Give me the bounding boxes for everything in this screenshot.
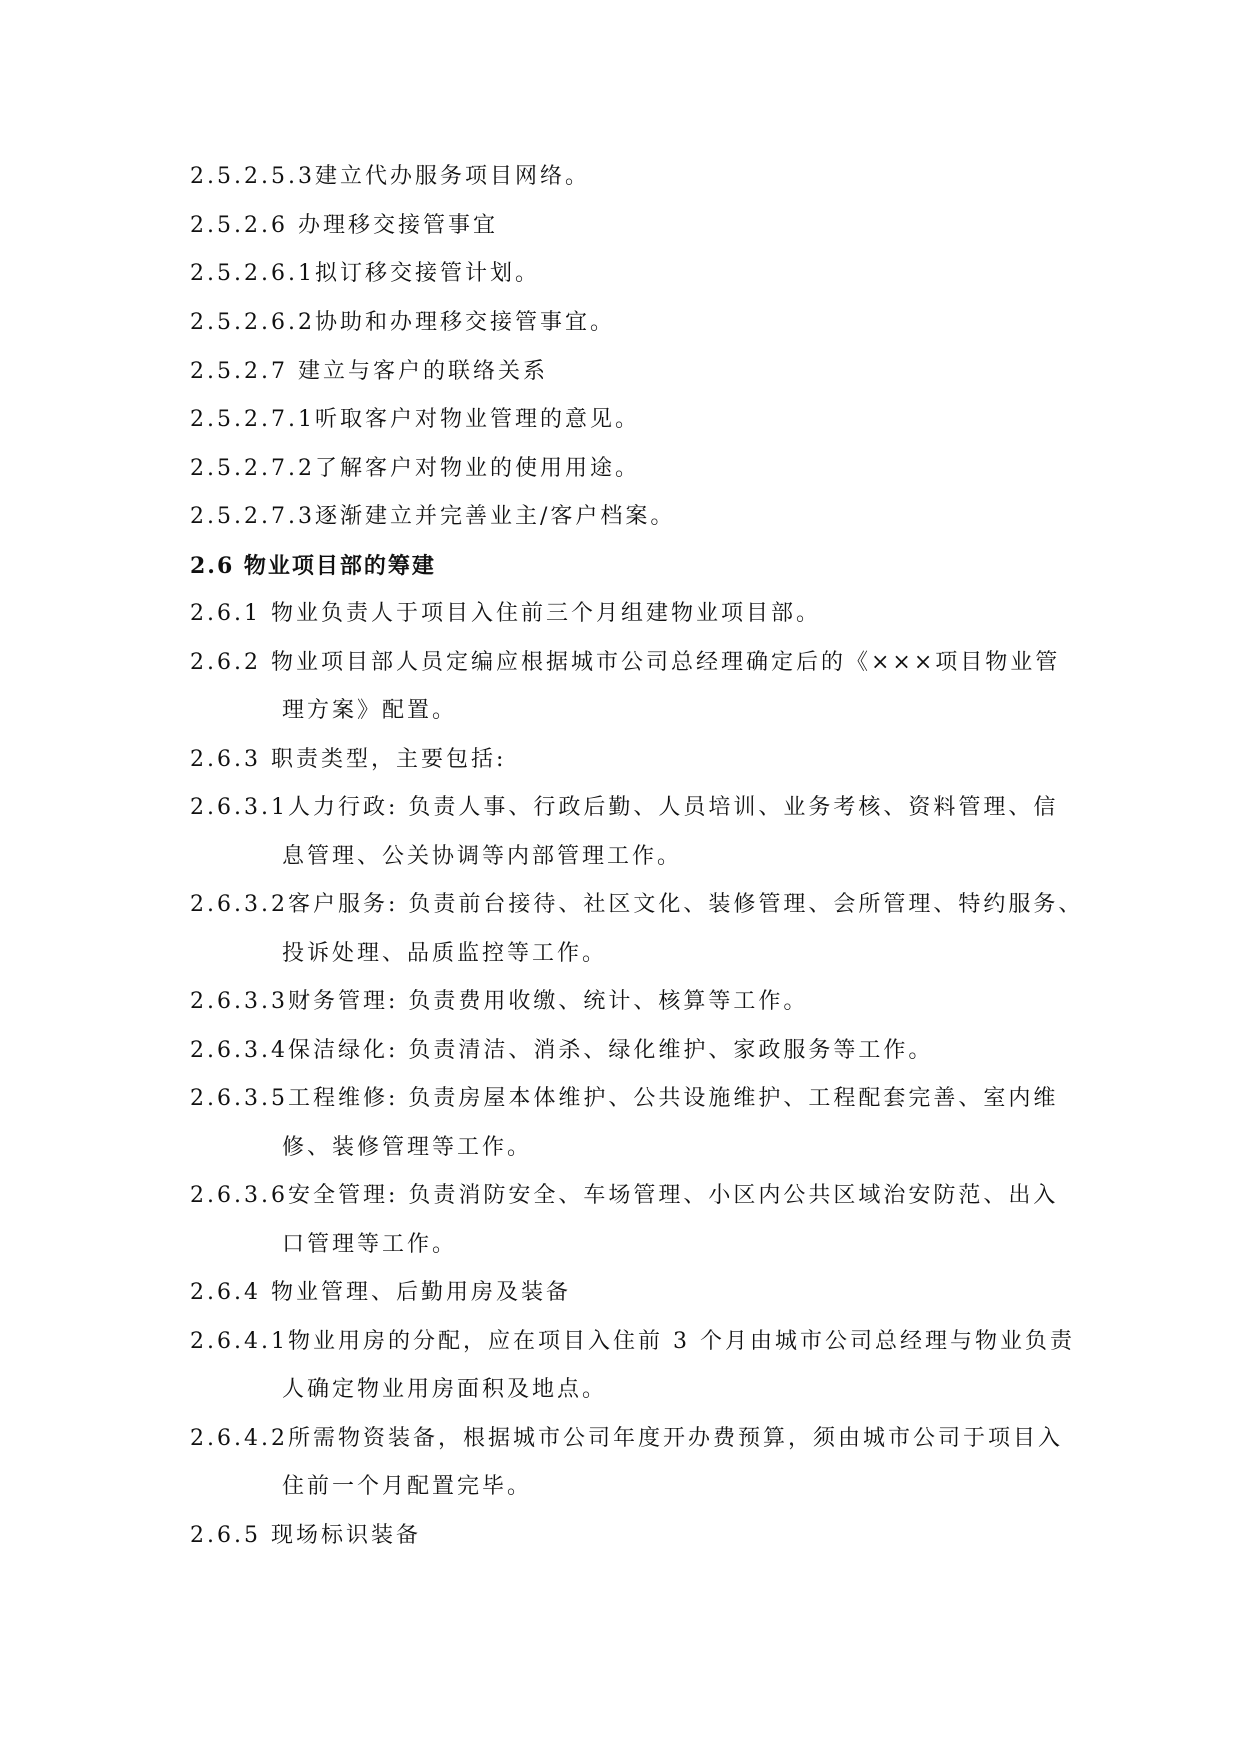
item-2-6-4-1: 2.6.4.1物业用房的分配，应在项目入住前 3 个月由城市公司总经理与物业负责 [190,1329,1075,1354]
item-2-6-3-2-continuation: 投诉处理、品质监控等工作。 [282,941,608,966]
item-2-6-2: 2.6.2 物业项目部人员定编应根据城市公司总经理确定后的《×××项目物业管 [190,650,1061,675]
item-2-6-2-continuation: 理方案》配置。 [282,698,458,723]
item-2-6-4-2-continuation: 住前一个月配置完毕。 [282,1474,533,1499]
item-2-5-2-7-3: 2.5.2.7.3逐渐建立并完善业主/客户档案。 [190,504,676,529]
item-2-6-3-3: 2.6.3.3财务管理: 负责费用收缴、统计、核算等工作。 [190,989,809,1014]
item-2-5-2-7: 2.5.2.7 建立与客户的联络关系 [190,359,548,384]
item-2-6-3-5: 2.6.3.5工程维修: 负责房屋本体维护、公共设施维护、工程配套完善、室内维 [190,1086,1059,1111]
item-2-6-3-4: 2.6.3.4保洁绿化: 负责清洁、消杀、绿化维护、家政服务等工作。 [190,1038,934,1063]
item-2-6-3-1: 2.6.3.1人力行政: 负责人事、行政后勤、人员培训、业务考核、资料管理、信 [190,795,1059,820]
item-2-5-2-5-3: 2.5.2.5.3建立代办服务项目网络。 [190,164,590,189]
item-2-5-2-6-1: 2.5.2.6.1拟订移交接管计划。 [190,261,540,286]
item-2-6-1: 2.6.1 物业负责人于项目入住前三个月组建物业项目部。 [190,601,821,626]
item-2-6-5: 2.6.5 现场标识装备 [190,1523,421,1548]
item-2-6-3-5-continuation: 修、装修管理等工作。 [282,1135,533,1160]
item-2-5-2-6: 2.5.2.6 办理移交接管事宜 [190,213,498,238]
section-heading-2-6: 2.6 物业项目部的筹建 [190,553,436,579]
item-2-5-2-6-2: 2.5.2.6.2协助和办理移交接管事宜。 [190,310,615,335]
item-2-6-4-2: 2.6.4.2所需物资装备，根据城市公司年度开办费预算，须由城市公司于项目入 [190,1426,1063,1451]
item-2-6-3: 2.6.3 职责类型，主要包括: [190,747,507,772]
item-2-5-2-7-2: 2.5.2.7.2了解客户对物业的使用用途。 [190,456,640,481]
item-2-6-3-2: 2.6.3.2客户服务: 负责前台接待、社区文化、装修管理、会所管理、特约服务、 [190,892,1084,917]
item-2-6-3-1-continuation: 息管理、公关协调等内部管理工作。 [282,844,683,869]
item-2-6-4-1-continuation: 人确定物业用房面积及地点。 [282,1377,608,1402]
item-2-5-2-7-1: 2.5.2.7.1听取客户对物业管理的意见。 [190,407,640,432]
item-2-6-4: 2.6.4 物业管理、后勤用房及装备 [190,1280,571,1305]
item-2-6-3-6-continuation: 口管理等工作。 [282,1232,458,1257]
item-2-6-3-6: 2.6.3.6安全管理: 负责消防安全、车场管理、小区内公共区域治安防范、出入 [190,1183,1059,1208]
